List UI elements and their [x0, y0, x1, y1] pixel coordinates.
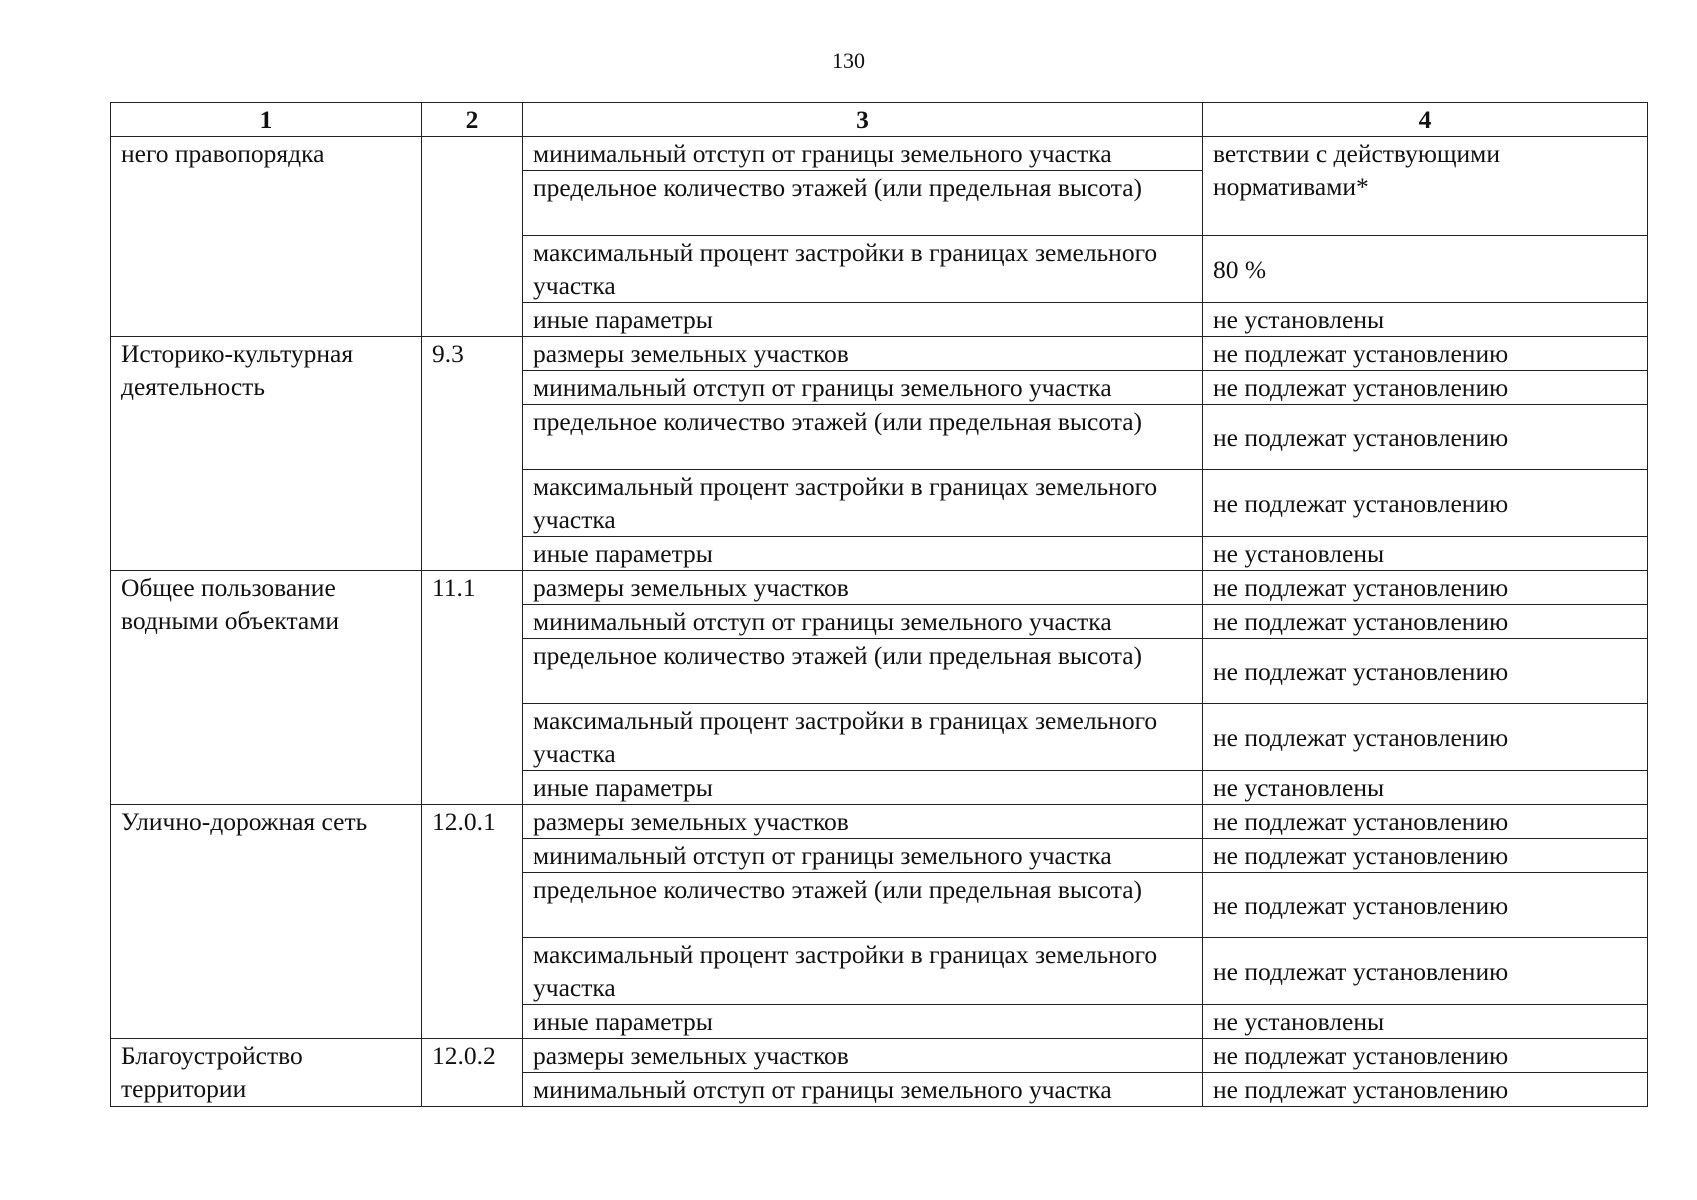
parameter-name: минимальный отступ от границы земельного участка — [523, 839, 1203, 873]
parameter-value: не подлежат установлению — [1203, 1073, 1648, 1107]
parameter-name: минимальный отступ от границы земельного участка — [523, 605, 1203, 639]
parameter-value: не установлены — [1203, 303, 1648, 337]
parameter-name: иные параметры — [523, 303, 1203, 337]
parameter-name: предельное количество этажей (или предельная высота) — [523, 405, 1203, 470]
parameter-name: минимальный отступ от границы земельного участка — [523, 137, 1203, 171]
column-header-2: 2 — [422, 103, 523, 137]
parameter-value: не установлены — [1203, 537, 1648, 571]
parameter-value: не установлены — [1203, 771, 1648, 805]
parameter-value: не подлежат установлению — [1203, 704, 1648, 771]
land-use-code — [422, 137, 523, 337]
land-use-name: Общее пользование водными объектами — [111, 571, 422, 805]
land-use-name: него правопорядка — [111, 137, 422, 337]
land-use-name: Историко-культурная деятельность — [111, 337, 422, 571]
parameter-name: минимальный отступ от границы земельного участка — [523, 371, 1203, 405]
parameter-value: не установлены — [1203, 1005, 1648, 1039]
parameter-value: не подлежат установлению — [1203, 873, 1648, 938]
parameter-value: не подлежат установлению — [1203, 405, 1648, 470]
parameter-name: предельное количество этажей (или предельная высота) — [523, 639, 1203, 704]
land-use-parameters-table — [110, 102, 1648, 1107]
parameter-name: предельное количество этажей (или предельная высота) — [523, 171, 1203, 236]
parameter-value: не подлежат установлению — [1203, 470, 1648, 537]
parameter-value: не подлежат установлению — [1203, 1039, 1648, 1073]
land-use-code: 12.0.1 — [422, 805, 523, 1039]
parameter-name: иные параметры — [523, 771, 1203, 805]
land-use-name: Благоустройство территории — [111, 1039, 422, 1107]
parameter-name: размеры земельных участков — [523, 571, 1203, 605]
column-header-1: 1 — [111, 103, 422, 137]
table-row — [111, 1039, 1648, 1073]
table-row — [111, 571, 1648, 605]
parameter-name: максимальный процент застройки в границах земельного участка — [523, 704, 1203, 771]
parameter-value: 80 % — [1203, 236, 1648, 303]
column-header-3: 3 — [523, 103, 1203, 137]
table-header-row — [111, 103, 1648, 137]
parameter-name: размеры земельных участков — [523, 337, 1203, 371]
parameter-name: максимальный процент застройки в границах земельного участка — [523, 236, 1203, 303]
land-use-name: Улично-дорожная сеть — [111, 805, 422, 1039]
column-header-4: 4 — [1203, 103, 1648, 137]
parameter-name: максимальный процент застройки в границах земельного участка — [523, 470, 1203, 537]
table-row — [111, 137, 1648, 171]
parameter-name: иные параметры — [523, 537, 1203, 571]
parameter-value: не подлежат установлению — [1203, 605, 1648, 639]
parameter-name: размеры земельных участков — [523, 805, 1203, 839]
parameter-value: не подлежат установлению — [1203, 371, 1648, 405]
parameter-name: размеры земельных участков — [523, 1039, 1203, 1073]
parameter-name: максимальный процент застройки в границах земельного участка — [523, 938, 1203, 1005]
parameter-value: не подлежат установлению — [1203, 337, 1648, 371]
page-number: 130 — [832, 48, 865, 73]
land-use-code: 12.0.2 — [422, 1039, 523, 1107]
parameter-name: минимальный отступ от границы земельного участка — [523, 1073, 1203, 1107]
table-row — [111, 337, 1648, 371]
parameter-value: не подлежат установлению — [1203, 839, 1648, 873]
parameter-value: не подлежат установлению — [1203, 571, 1648, 605]
parameter-name: иные параметры — [523, 1005, 1203, 1039]
parameter-name: предельное количество этажей (или предельная высота) — [523, 873, 1203, 938]
parameter-value: не подлежат установлению — [1203, 938, 1648, 1005]
land-use-code: 11.1 — [422, 571, 523, 805]
parameter-value: ветствии с действующими нормативами* — [1203, 137, 1648, 236]
parameter-value: не подлежат установлению — [1203, 805, 1648, 839]
table-row — [111, 805, 1648, 839]
parameter-value: не подлежат установлению — [1203, 639, 1648, 704]
land-use-code: 9.3 — [422, 337, 523, 571]
